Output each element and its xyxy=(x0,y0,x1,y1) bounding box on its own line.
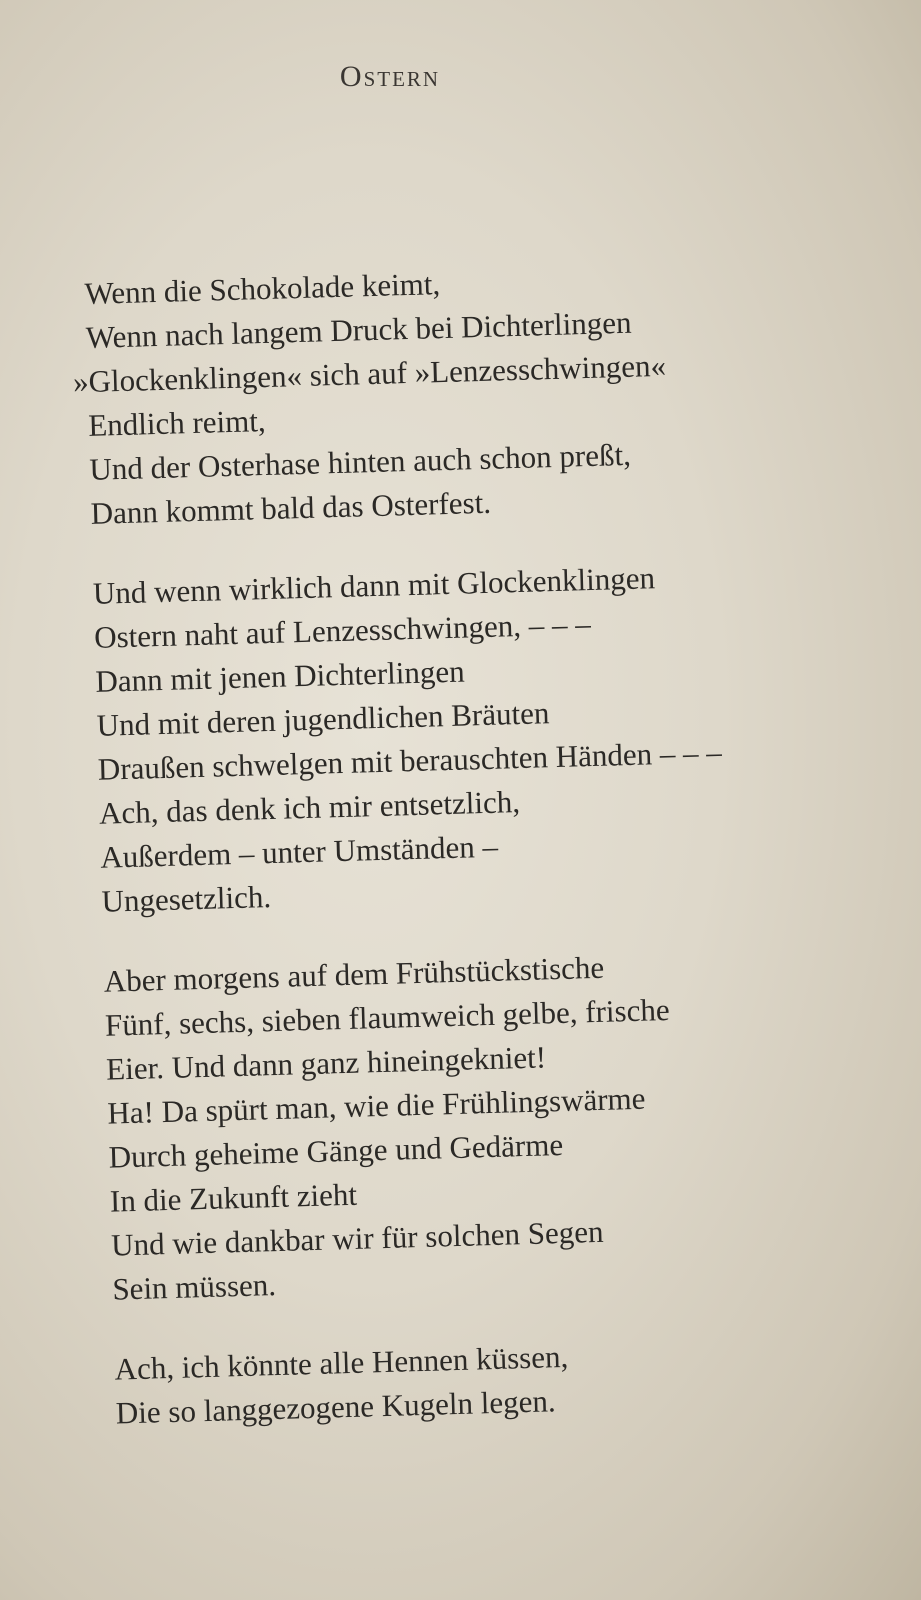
poem-line: Und wie dankbar wir für solchen Segen xyxy=(110,1213,604,1263)
poem-line: Dann mit jenen Dichterlingen xyxy=(94,653,466,699)
poem-line: Eier. Und dann ganz hineingekniet! xyxy=(105,1039,547,1087)
poem-line: Und mit deren jugendlichen Bräuten xyxy=(96,695,550,743)
poem-line: Wenn die Schokolade keimt, xyxy=(84,266,441,311)
poem-line: Und wenn wirklich dann mit Glockenklingen xyxy=(92,560,656,611)
poem-line: Ha! Da spürt man, wie die Frühlingswärme xyxy=(107,1080,646,1131)
poem-line: Außerdem – unter Umständen – xyxy=(99,828,499,875)
poem-line: Durch geheime Gänge und Gedärme xyxy=(108,1126,564,1175)
poem-line: »Glockenklingen« sich auf »Lenzesschwingen« xyxy=(72,347,667,400)
poem-line: Dann kommt bald das Osterfest. xyxy=(90,484,492,531)
poem-line: Wenn nach langem Druck bei Dichterlingen xyxy=(85,304,632,355)
stanza-1 xyxy=(72,250,871,536)
poem-line: Aber morgens auf dem Frühstückstische xyxy=(103,949,605,999)
stanza-2 xyxy=(92,550,882,924)
poem-line: Sein müssen. xyxy=(111,1267,277,1307)
poem-title: Ostern xyxy=(339,60,441,93)
poem-line: Ungesetzlich. xyxy=(101,879,272,919)
poem-line: Ach, ich könnte alle Hennen küssen, xyxy=(114,1338,569,1387)
poem-body xyxy=(72,250,897,1471)
stanza-4 xyxy=(114,1326,896,1436)
poem-line: In die Zukunft zieht xyxy=(109,1176,358,1219)
poem-line: Und der Osterhase hinten auch schon preßt, xyxy=(89,436,632,487)
poem-line: Ach, das denk ich mir entsetzlich, xyxy=(98,784,521,831)
poem-line: Draußen schwelgen mit berauschten Händen – – – xyxy=(97,734,723,787)
poem-line: Endlich reimt, xyxy=(87,402,267,443)
stanza-3 xyxy=(103,938,893,1312)
poem-line: Die so langgezogene Kugeln legen. xyxy=(115,1383,557,1431)
poem-line: Fünf, sechs, sieben flaumweich gelbe, frische xyxy=(104,991,671,1043)
poem-line: Ostern naht auf Lenzesschwingen, – – – xyxy=(93,605,592,655)
